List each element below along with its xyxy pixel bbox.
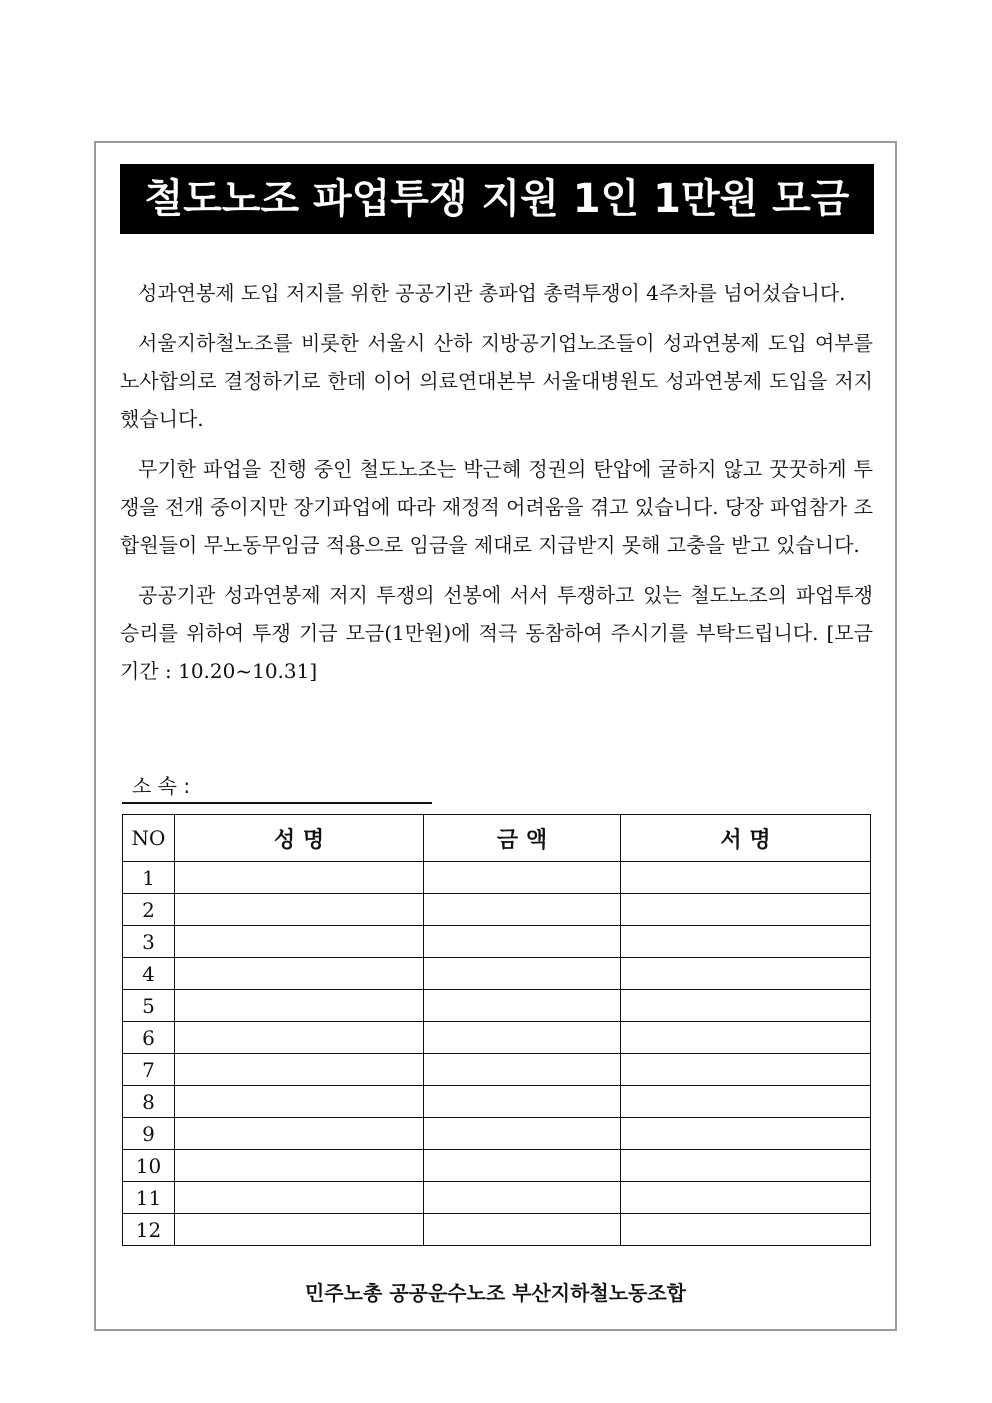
amount-cell[interactable] — [424, 926, 621, 958]
amount-cell[interactable] — [424, 1086, 621, 1118]
signature-cell[interactable] — [621, 1086, 871, 1118]
table-row — [123, 1086, 871, 1118]
signature-cell[interactable] — [621, 1054, 871, 1086]
paragraph-1: 성과연봉제 도입 저지를 위한 공공기관 총파업 총력투쟁이 4주차를 넘어섰습니다. — [138, 281, 846, 305]
table-row — [123, 894, 871, 926]
table-row — [123, 990, 871, 1022]
row-number: 1 — [123, 862, 175, 894]
row-number: 10 — [123, 1150, 175, 1182]
paragraph-4: 공공기관 성과연봉제 저지 투쟁의 선봉에 서서 투쟁하고 있는 철도노조의 파업투쟁 승리를 위하여 투쟁 기금 모금(1만원)에 적극 동참하여 주시기를 부탁드립니다. [모금기간 : 10.20~10.31] — [120, 583, 873, 683]
row-number: 5 — [123, 990, 175, 1022]
row-number: 4 — [123, 958, 175, 990]
row-number: 8 — [123, 1086, 175, 1118]
amount-cell[interactable] — [424, 1214, 621, 1246]
footer-organization: 민주노총 공공운수노조 부산지하철노동조합 — [304, 1281, 686, 1305]
amount-cell[interactable] — [424, 958, 621, 990]
name-cell[interactable] — [175, 862, 424, 894]
affiliation-label: 소 속 : — [132, 774, 191, 798]
table-row — [123, 1150, 871, 1182]
header-amount: 금 액 — [424, 815, 621, 862]
table-row — [123, 958, 871, 990]
name-cell[interactable] — [175, 958, 424, 990]
table-header-row — [123, 815, 871, 862]
header-name: 성 명 — [175, 815, 424, 862]
table-row — [123, 926, 871, 958]
name-cell[interactable] — [175, 990, 424, 1022]
signature-cell[interactable] — [621, 958, 871, 990]
table-row — [123, 1022, 871, 1054]
amount-cell[interactable] — [424, 1118, 621, 1150]
header-no: NO — [123, 815, 175, 862]
affiliation-field[interactable] — [122, 770, 432, 804]
name-cell[interactable] — [175, 926, 424, 958]
name-cell[interactable] — [175, 1150, 424, 1182]
table-row — [123, 1182, 871, 1214]
row-number: 12 — [123, 1214, 175, 1246]
page-title: 철도노조 파업투쟁 지원 1인 1만원 모금 — [120, 164, 874, 234]
signature-table — [122, 814, 871, 1246]
amount-cell[interactable] — [424, 990, 621, 1022]
row-number: 9 — [123, 1118, 175, 1150]
table-row — [123, 1118, 871, 1150]
row-number: 7 — [123, 1054, 175, 1086]
row-number: 11 — [123, 1182, 175, 1214]
signature-cell[interactable] — [621, 926, 871, 958]
row-number: 2 — [123, 894, 175, 926]
name-cell[interactable] — [175, 1054, 424, 1086]
name-cell[interactable] — [175, 1022, 424, 1054]
body-text — [120, 274, 873, 702]
signature-cell[interactable] — [621, 1214, 871, 1246]
signature-cell[interactable] — [621, 1118, 871, 1150]
table-row — [123, 862, 871, 894]
paragraph-2: 서울지하철노조를 비롯한 서울시 산하 지방공기업노조들이 성과연봉제 도입 여부를 노사합의로 결정하기로 한데 이어 의료연대본부 서울대병원도 성과연봉제 도입을 저지했습니다. — [120, 331, 873, 431]
amount-cell[interactable] — [424, 894, 621, 926]
table-row — [123, 1214, 871, 1246]
row-number: 6 — [123, 1022, 175, 1054]
signature-cell[interactable] — [621, 1150, 871, 1182]
name-cell[interactable] — [175, 1214, 424, 1246]
table-row — [123, 1054, 871, 1086]
amount-cell[interactable] — [424, 1150, 621, 1182]
signature-cell[interactable] — [621, 990, 871, 1022]
name-cell[interactable] — [175, 1182, 424, 1214]
amount-cell[interactable] — [424, 1182, 621, 1214]
amount-cell[interactable] — [424, 1022, 621, 1054]
signature-cell[interactable] — [621, 894, 871, 926]
signature-cell[interactable] — [621, 1182, 871, 1214]
name-cell[interactable] — [175, 1086, 424, 1118]
name-cell[interactable] — [175, 894, 424, 926]
paragraph-3: 무기한 파업을 진행 중인 철도노조는 박근혜 정권의 탄압에 굴하지 않고 꿋꿋하게 투쟁을 전개 중이지만 장기파업에 따라 재정적 어려움을 겪고 있습니다. 당장 파업참가 조합원들이 무노동무임금 적용으로 임금을 제대로 지급받지 못해 고충을 받고 있습니다. — [120, 457, 873, 557]
signature-cell[interactable] — [621, 1022, 871, 1054]
amount-cell[interactable] — [424, 862, 621, 894]
header-signature: 서 명 — [621, 815, 871, 862]
signature-cell[interactable] — [621, 862, 871, 894]
name-cell[interactable] — [175, 1118, 424, 1150]
amount-cell[interactable] — [424, 1054, 621, 1086]
row-number: 3 — [123, 926, 175, 958]
